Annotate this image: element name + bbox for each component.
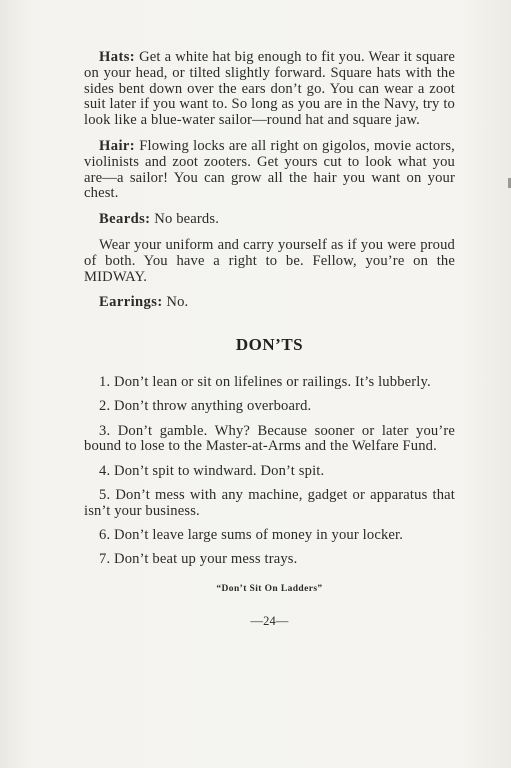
donts-list [84,375,455,568]
list-item: 4. Don’t spit to windward. Don’t spit. [99,462,325,479]
page-content [84,50,455,630]
term-earrings: Earrings: [99,294,163,311]
list-item: 2. Don’t throw anything overboard. [99,398,312,415]
paragraph-hats [84,50,455,129]
caption: “Don’t Sit On Ladders” [216,584,323,595]
term-hair: Hair: [99,137,136,154]
text-hair: Flowing locks are all right on gigolos, movie actors, violinists and zoot zooters. Get yours cut to look what you are—a sailor! You can grow all the hair you want on your chest. [84,137,455,202]
list-item: 7. Don’t beat up your mess trays. [99,551,298,568]
list-item: 1. Don’t lean or sit on lifelines or railings. It’s lubberly. [99,373,431,390]
list-item: 5. Don’t mess with any machine, gadget or apparatus that isn’t your business. [84,486,455,519]
text-uniform: Wear your uniform and carry yourself as if you were proud of both. You have a right to be. Fellow, you’re on the MIDWAY. [84,236,455,285]
page-number: —24— [250,613,289,628]
paragraph-beards [84,212,455,228]
paragraph-uniform [84,238,455,285]
paragraph-hair [84,139,455,202]
text-hats: Get a white hat big enough to fit you. Wear it square on your head, or tilted slightly forward. Square hats with the sides bent down over the ears don’t go. You can wear a zoot suit later if you want to. So long as you are in the Navy, try to look like a blue-water sailor—round hat and square jaw. [84,49,455,129]
text-earrings: No. [166,294,189,311]
paragraph-earrings [84,295,455,311]
section-heading: DON’TS [235,335,304,355]
term-hats: Hats: [99,49,136,65]
list-item: 3. Don’t gamble. Why? Because sooner or later you’re bound to lose to the Master-at-Arms and the Welfare Fund. [84,422,455,455]
term-beards: Beards: [99,211,151,228]
list-item: 6. Don’t leave large sums of money in your locker. [99,527,404,544]
text-beards: No beards. [154,211,219,228]
